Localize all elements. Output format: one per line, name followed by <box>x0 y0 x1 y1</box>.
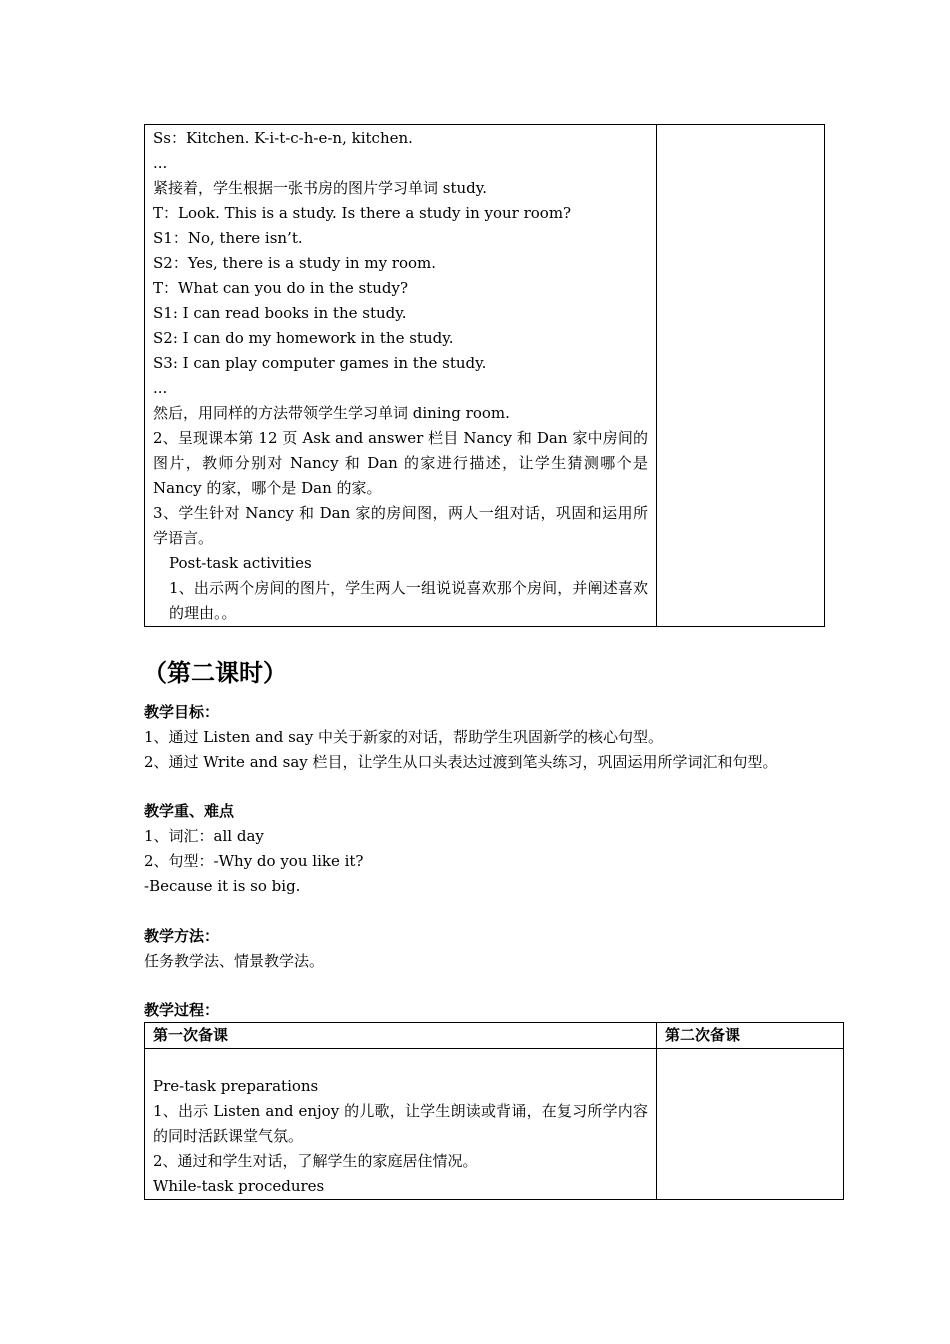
objectives-section <box>144 700 844 775</box>
first-prep-cell <box>145 1049 657 1200</box>
objective-item: 2、通过 Write and say 栏目，让学生从口头表达过渡到笔头练习，巩固运用所学词汇和句型。 <box>144 753 778 771</box>
process-table <box>144 1022 844 1200</box>
dialog-line: T：Look. This is a study. Is there a study in your room? <box>153 204 572 222</box>
key-point-item: -Because it is so big. <box>144 877 301 895</box>
pre-task-heading: Pre-task preparations <box>153 1077 319 1095</box>
process-section <box>144 998 844 1023</box>
second-prep-header: 第二次备课 <box>657 1023 844 1049</box>
dialog-line: S3: I can play computer games in the study. <box>153 354 487 372</box>
while-task-heading: While-task procedures <box>153 1177 325 1195</box>
objectives-heading: 教学目标： <box>144 703 220 721</box>
dialog-line: S1：No, there isn’t. <box>153 229 303 247</box>
pre-task-item-1: 1、出示 Listen and enjoy 的儿歌，让学生朗读或背诵，在复习所学内容的同时活跃课堂气氛。 <box>153 1102 648 1145</box>
dialog-line: S2: I can do my homework in the study. <box>153 329 454 347</box>
methods-heading: 教学方法： <box>144 927 220 945</box>
objective-item: 1、通过 Listen and say 中关于新家的对话，帮助学生巩固新学的核心句型。 <box>144 728 663 746</box>
post-task-item-1: 1、出示两个房间的图片，学生两人一组说说喜欢那个房间，并阐述喜欢的理由。。 <box>169 579 648 622</box>
second-prep-cell <box>657 1049 844 1200</box>
table-header-row <box>145 1023 844 1049</box>
instruction-line: 然后，用同样的方法带领学生学习单词 dining room. <box>153 404 510 422</box>
instruction-line: 紧接着，学生根据一张书房的图片学习单词 study. <box>153 179 488 197</box>
pre-task-item-2: 2、通过和学生对话，了解学生的家庭居住情况。 <box>153 1152 478 1170</box>
key-points-section <box>144 799 844 899</box>
process-heading: 教学过程： <box>144 1001 220 1019</box>
methods-text: 任务教学法、情景教学法。 <box>144 952 325 970</box>
step-paragraph-2: 2、呈现课本第 12 页 Ask and answer 栏目 Nancy 和 Dan 家中房间的图片，教师分别对 Nancy 和 Dan 的家进行描述，让学生猜测哪个是 Nancy 的家，哪个是 Dan 的家。 <box>153 429 648 497</box>
second-prep-cell <box>657 125 825 627</box>
dialog-line: S1: I can read books in the study. <box>153 304 407 322</box>
table-row <box>145 125 825 627</box>
ellipsis-line: ... <box>153 154 168 172</box>
step-paragraph-3: 3、学生针对 Nancy 和 Dan 家的房间图，两人一组对话，巩固和运用所学语言。 <box>153 504 648 547</box>
dialog-line: S2：Yes, there is a study in my room. <box>153 254 437 272</box>
section-title: （第二课时） <box>143 659 287 687</box>
dialog-line: T：What can you do in the study? <box>153 279 408 297</box>
ellipsis-line: ... <box>153 379 168 397</box>
dialog-line: Ss：Kitchen. K-i-t-c-h-e-n, kitchen. <box>153 129 413 147</box>
key-point-item: 2、句型：-Why do you like it? <box>144 852 364 870</box>
key-points-heading: 教学重、难点 <box>144 802 235 820</box>
first-prep-cell <box>145 125 657 627</box>
first-prep-header: 第一次备课 <box>145 1023 657 1049</box>
key-point-item: 1、词汇：all day <box>144 827 264 845</box>
methods-section <box>144 924 844 974</box>
table-row <box>145 1049 844 1200</box>
lesson-table-continued <box>144 124 825 627</box>
post-task-heading: Post-task activities <box>169 554 312 572</box>
